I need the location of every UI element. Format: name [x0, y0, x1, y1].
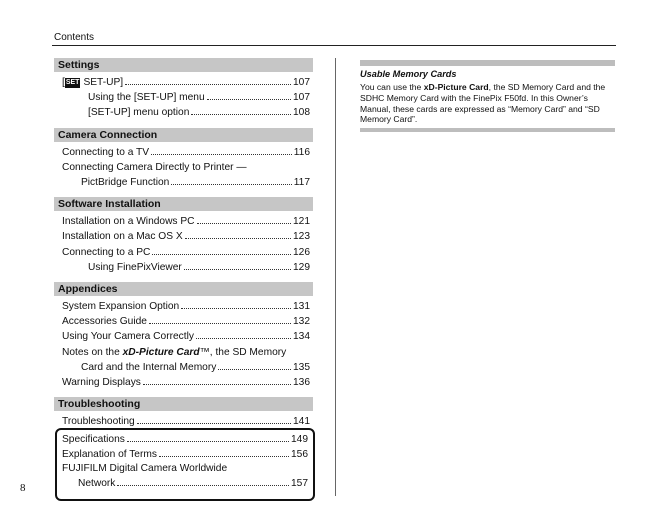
- toc-page-number: 135: [293, 361, 310, 373]
- toc-entry-accessories[interactable]: [54, 314, 313, 329]
- toc-entry-setup-menu-option[interactable]: [54, 105, 313, 120]
- toc-entry-specifications[interactable]: [57, 433, 313, 448]
- leader-dots: [117, 485, 289, 486]
- toc-page-number: 117: [293, 177, 310, 189]
- toc-page-number: 141: [293, 416, 310, 428]
- section-troubleshooting: [54, 397, 313, 429]
- toc-page-number: 131: [293, 301, 310, 313]
- toc-entry-label: PictBridge Function: [81, 177, 170, 189]
- toc-entry-label: Using the [SET-UP] menu: [88, 92, 205, 104]
- toc-entry-notes-memory[interactable]: [54, 345, 313, 360]
- toc-page-number: 107: [293, 77, 310, 88]
- toc-page-number: 132: [293, 316, 310, 328]
- leader-dots: [152, 254, 291, 255]
- toc-page-number: 134: [293, 331, 310, 343]
- leader-dots: [137, 423, 291, 424]
- leader-dots: [171, 184, 291, 185]
- toc-entry-connecting-pc[interactable]: [54, 245, 313, 260]
- leader-dots: [185, 238, 291, 239]
- toc-entry-warning-displays[interactable]: [54, 375, 313, 390]
- leader-dots: [197, 223, 291, 224]
- note-title: Usable Memory Cards: [360, 69, 457, 79]
- toc-entry-mac[interactable]: [54, 229, 313, 244]
- section-heading: Appendices: [54, 282, 313, 296]
- toc-entry-label: Installation on a Mac OS X: [62, 231, 183, 243]
- leader-dots: [125, 84, 291, 85]
- toc-entry-windows[interactable]: [54, 214, 313, 229]
- toc-entry-system-expansion[interactable]: [54, 299, 313, 314]
- toc-page-number: 129: [293, 261, 310, 273]
- toc-entry-worldwide[interactable]: [57, 462, 313, 477]
- leader-dots: [184, 269, 291, 270]
- toc-page-number: 108: [293, 107, 310, 119]
- note-text-1: You can use the: [360, 82, 424, 92]
- reference-box: [55, 428, 315, 501]
- toc-page-number: 136: [293, 377, 310, 389]
- toc-entry-label: SET-UP]: [83, 77, 124, 88]
- leader-dots: [218, 369, 291, 370]
- toc-entry-using-setup-menu[interactable]: [54, 90, 313, 105]
- toc-entry-internal-memory[interactable]: [54, 360, 313, 375]
- toc-entry-label: Warning Displays: [62, 377, 141, 389]
- toc-entry-label: Network: [78, 477, 116, 489]
- toc-entry-text: [62, 75, 123, 90]
- toc-entry-connecting-tv[interactable]: [54, 145, 313, 160]
- setup-icon: SET: [65, 79, 80, 86]
- note-body: [360, 82, 617, 125]
- section-heading: Settings: [54, 58, 313, 72]
- note-xd-card: xD-Picture Card: [423, 82, 489, 92]
- note-bottom-bar: [360, 128, 615, 132]
- toc-entry-label: Explanation of Terms: [62, 448, 157, 460]
- toc-page-number: 126: [293, 246, 310, 258]
- toc-page-number: 107: [293, 92, 310, 104]
- toc-entry-label-post: ™, the SD Memory: [199, 346, 287, 358]
- toc-entry-label: Connecting Camera Directly to Printer —: [62, 161, 247, 173]
- page-header-title: Contents: [54, 32, 95, 43]
- table-of-contents: [54, 58, 313, 436]
- toc-entry-setup[interactable]: [54, 75, 313, 90]
- section-camera-connection: [54, 128, 313, 191]
- leader-dots: [149, 323, 291, 324]
- toc-entry-label: Using FinePixViewer: [88, 261, 182, 273]
- toc-entry-label: System Expansion Option: [62, 301, 180, 313]
- bracket-open: [: [62, 77, 65, 88]
- section-heading: Troubleshooting: [54, 397, 313, 411]
- toc-entry-finepixviewer[interactable]: [54, 260, 313, 275]
- toc-page-number: 156: [291, 448, 308, 460]
- column-divider: [335, 58, 336, 496]
- xd-card-brand: xD-Picture Card: [122, 346, 200, 358]
- toc-page-number: 121: [293, 216, 310, 228]
- toc-entry-label: Installation on a Windows PC: [62, 216, 195, 228]
- toc-entry-label: [SET-UP] menu option: [88, 107, 190, 119]
- header-rule: [52, 45, 616, 46]
- toc-entry-label-pre: Notes on the: [62, 346, 123, 358]
- leader-dots: [143, 384, 291, 385]
- toc-entry-label: Troubleshooting: [62, 416, 135, 428]
- toc-entry-label: Accessories Guide: [62, 316, 147, 328]
- section-heading: Camera Connection: [54, 128, 313, 142]
- note-text-2: , the SD Memory Card and the SDHC Memory Card with the FinePix F50fd. In this Owner’s Manual, these cards are expressed as “Memory Card” and “SD Memory Card”.: [360, 82, 606, 125]
- page-number: 8: [20, 482, 26, 494]
- leader-dots: [207, 99, 291, 100]
- toc-entry-explanation-terms[interactable]: [57, 448, 313, 463]
- toc-page-number: 157: [291, 477, 308, 489]
- note-top-bar: [360, 60, 615, 66]
- section-appendices: [54, 282, 313, 390]
- section-settings: [54, 58, 313, 121]
- leader-dots: [151, 154, 292, 155]
- toc-entry-network[interactable]: [57, 477, 313, 492]
- toc-entry-label: Connecting to a PC: [62, 246, 151, 258]
- leader-dots: [181, 308, 291, 309]
- toc-page-number: 123: [293, 231, 310, 243]
- toc-entry-pictbridge[interactable]: [54, 175, 313, 190]
- toc-entry-connecting-printer[interactable]: [54, 160, 313, 175]
- toc-entry-using-camera[interactable]: [54, 329, 313, 344]
- leader-dots: [191, 114, 291, 115]
- leader-dots: [127, 441, 289, 442]
- toc-entry-label: Connecting to a TV: [62, 146, 150, 158]
- section-software-installation: [54, 197, 313, 275]
- toc-entry-label: Using Your Camera Correctly: [62, 331, 194, 343]
- toc-entry-label: Specifications: [62, 434, 125, 445]
- leader-dots: [196, 338, 291, 339]
- toc-entry-label: Card and the Internal Memory: [81, 361, 217, 373]
- toc-page-number: 149: [291, 434, 308, 445]
- section-heading: Software Installation: [54, 197, 313, 211]
- leader-dots: [159, 456, 289, 457]
- toc-entry-label: FUJIFILM Digital Camera Worldwide: [62, 463, 228, 474]
- toc-page-number: 116: [293, 146, 310, 158]
